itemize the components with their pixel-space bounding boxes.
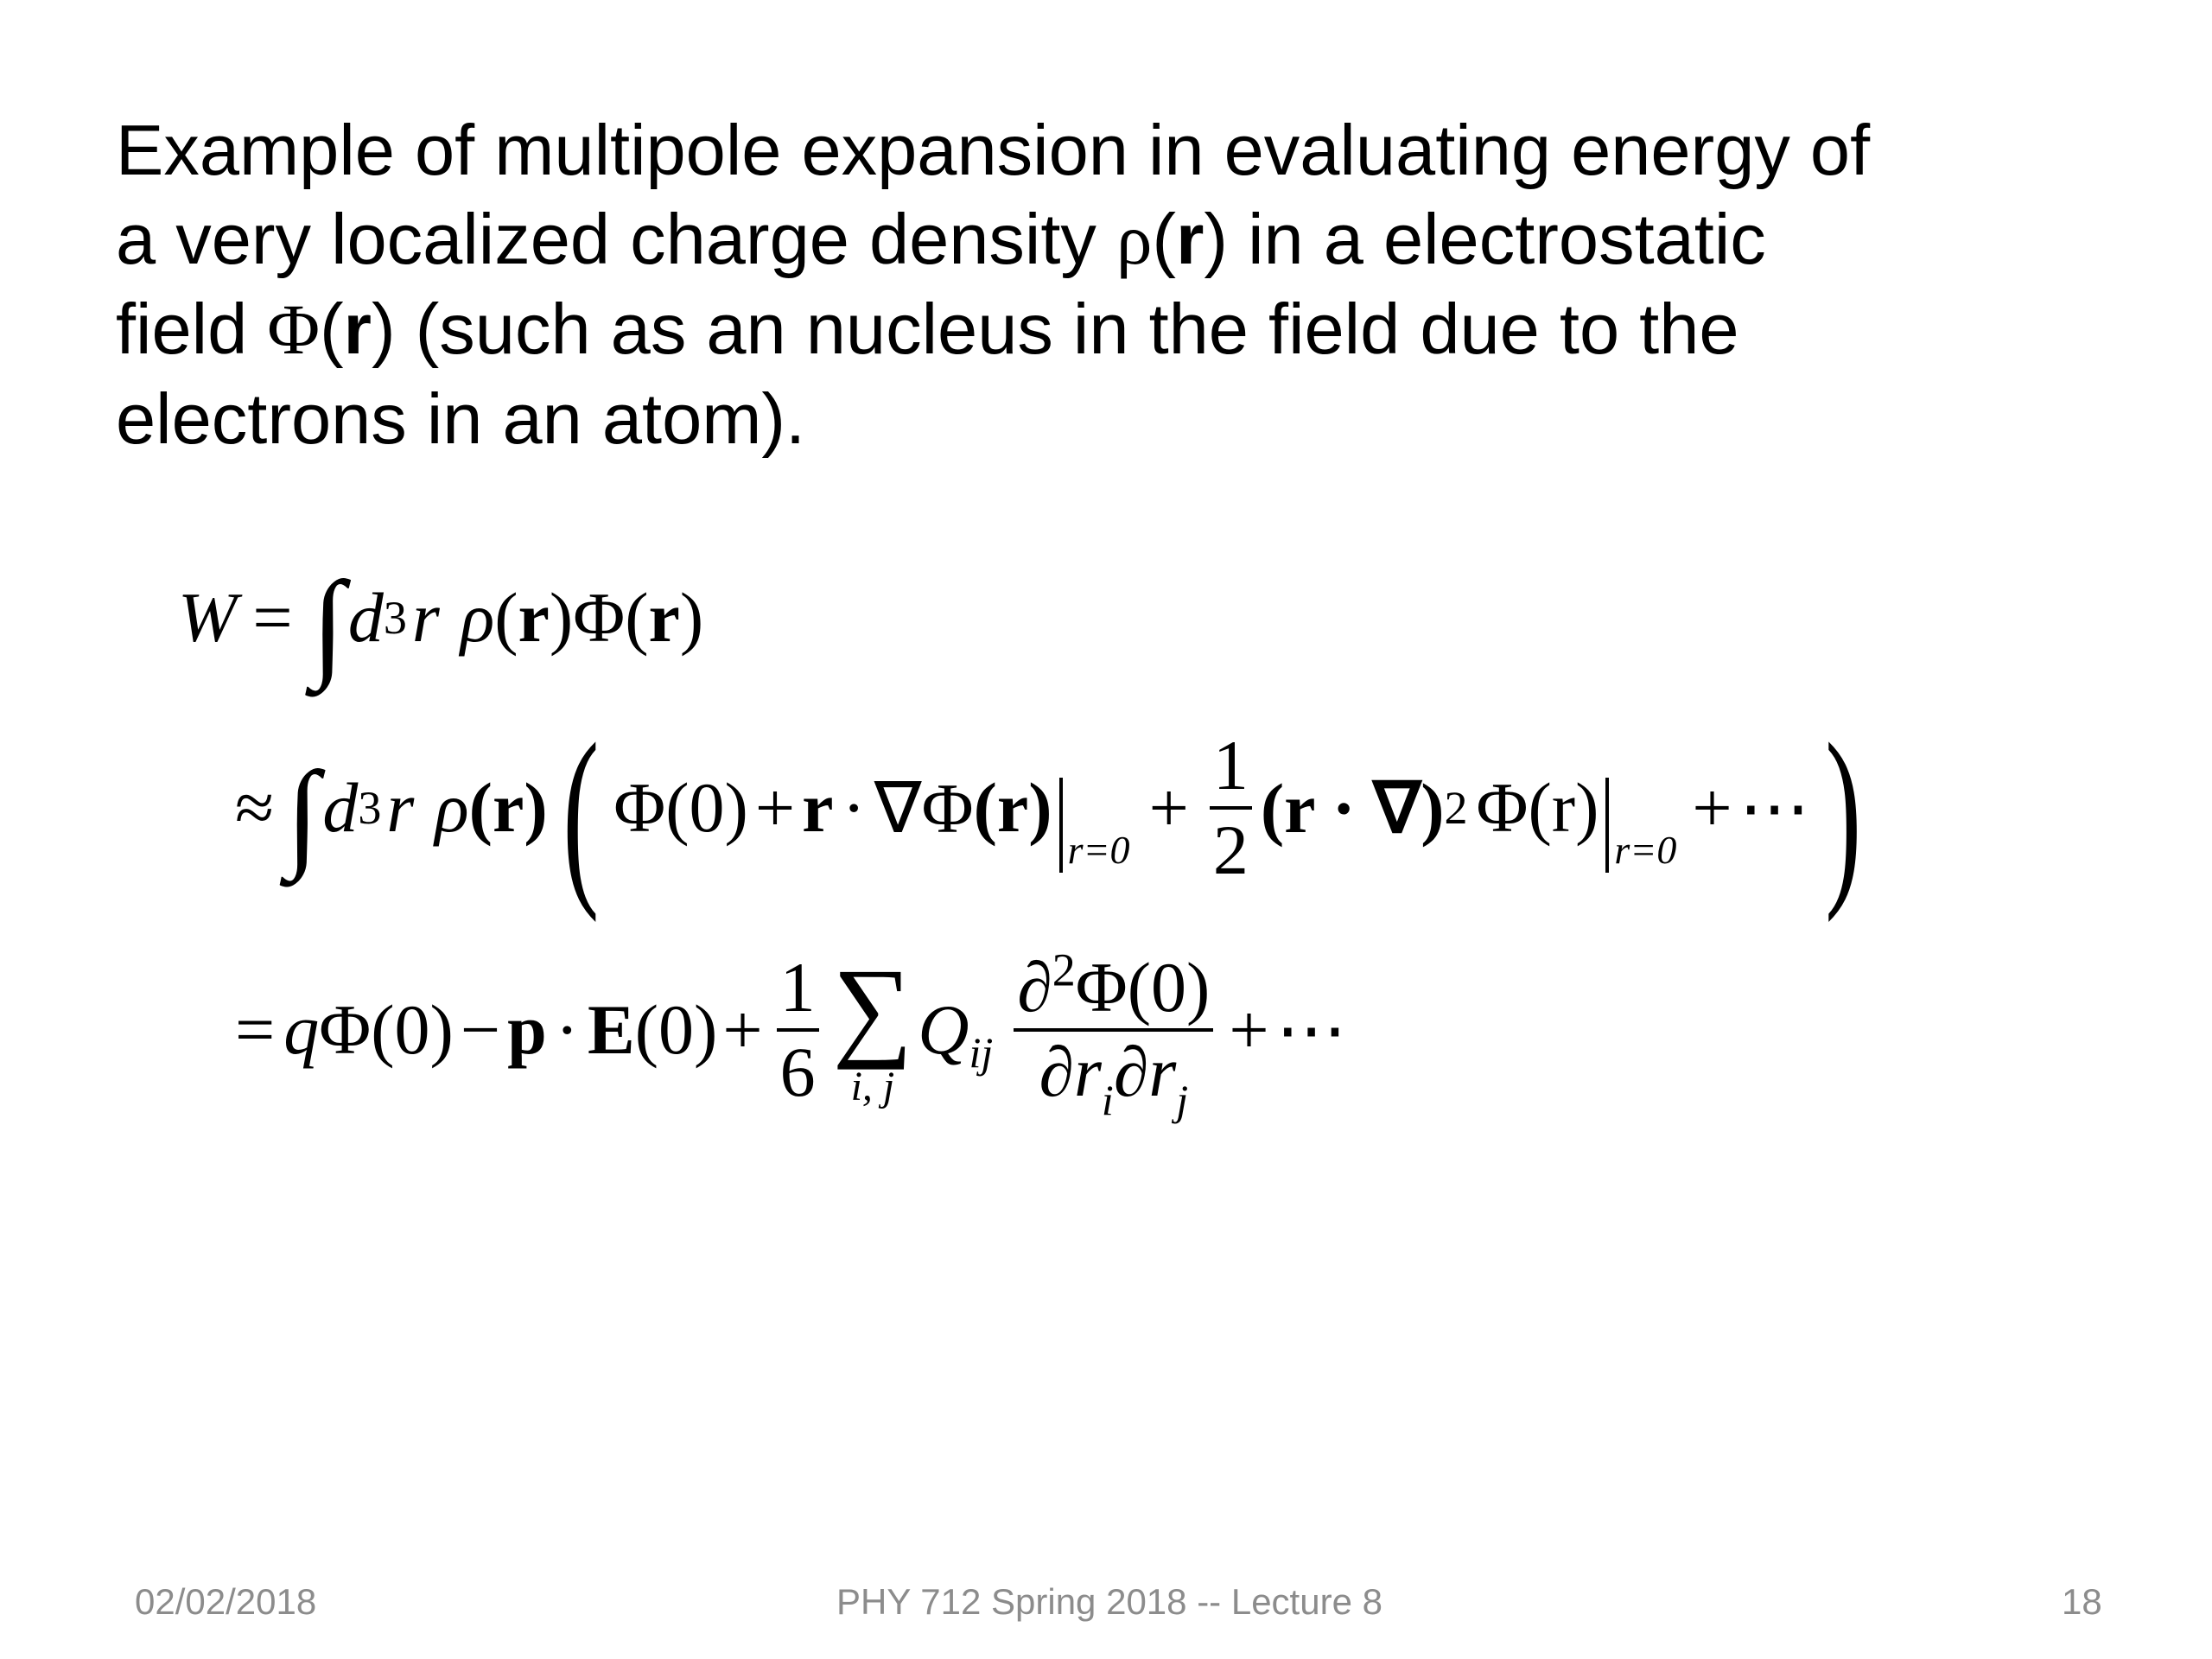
- charge-q: q: [283, 990, 320, 1070]
- dot-operator: ·: [555, 990, 579, 1070]
- plus-sign: +: [754, 768, 796, 847]
- phi-of-r: Φ(r): [1476, 768, 1599, 847]
- intro-line-4: electrons in an atom).: [116, 378, 806, 459]
- integral-sign: ∫: [311, 557, 345, 691]
- fraction-denominator: [1035, 1033, 1192, 1125]
- equals-sign: =: [252, 578, 293, 657]
- fraction-denominator: 2: [1212, 810, 1249, 889]
- intro-text: ) (such as an nucleus in the field due to the: [371, 289, 1739, 369]
- index-j: j: [1176, 1076, 1189, 1125]
- plus-sign: +: [722, 990, 763, 1070]
- paren-open: (: [1152, 199, 1177, 279]
- equation-line-1: W = ∫ d 3 r ρ ( r ) Φ ( r ): [178, 557, 704, 691]
- sigma-sign: ∑: [832, 946, 913, 1071]
- phi-at-origin: Φ(0): [319, 990, 454, 1070]
- paren-close: ): [679, 578, 704, 657]
- fraction-bar: [1014, 1028, 1213, 1032]
- r-variable: r: [386, 768, 415, 847]
- evaluation-bar: [1605, 778, 1609, 873]
- phi-symbol: Φ: [573, 578, 626, 657]
- equation-line-2: ≈ ∫ d 3 r ρ (r) ( Φ(0) + r · ∇Φ (r) r=0 + $\frac{1}{2}$ (r · ∇) 2 Φ(r) r=0 + ⋯ ): [235, 702, 1861, 923]
- partial-r: ∂r: [1113, 1033, 1177, 1112]
- position-vector: r: [343, 289, 372, 369]
- fraction-numerator: 1: [1212, 725, 1249, 804]
- ellipsis: ⋯: [1275, 990, 1347, 1070]
- phi-symbol: Φ: [267, 289, 320, 369]
- paren-open: (: [625, 578, 649, 657]
- summation-limits: i, j: [850, 1064, 895, 1110]
- position-vector: r: [648, 578, 680, 657]
- intro-text: field: [116, 289, 268, 369]
- dot-operator: ·: [842, 768, 866, 847]
- intro-text: a very localized charge density: [116, 199, 1116, 279]
- equation-line-3: [235, 944, 1347, 1125]
- second-derivative-fraction: [1014, 944, 1213, 1125]
- field-argument: (0): [634, 990, 718, 1070]
- electric-field: E: [587, 990, 635, 1070]
- dipole-moment: p: [507, 990, 547, 1070]
- intro-paragraph: [116, 105, 2103, 463]
- fraction-one-half: [1210, 725, 1252, 889]
- square-exponent: 2: [1052, 944, 1076, 996]
- big-paren-close: ): [1824, 702, 1861, 923]
- partial-symbol: ∂: [1017, 948, 1052, 1027]
- gradient-phi: ∇Φ: [874, 768, 974, 848]
- footer-course-title: PHY 712 Spring 2018 -- Lecture 8: [836, 1581, 1382, 1622]
- big-paren-open: (: [562, 702, 600, 923]
- plus-sign: +: [1148, 768, 1189, 847]
- paren-close: ): [549, 578, 574, 657]
- integral-sign: ∫: [286, 747, 320, 881]
- tensor-indices: ij: [969, 1028, 994, 1077]
- paren-open: (: [320, 289, 344, 369]
- evaluation-bar: [1059, 778, 1063, 873]
- position-vector: r: [518, 578, 550, 657]
- summation: [832, 946, 913, 1110]
- r-dot-gradient: (r · ∇): [1260, 768, 1445, 848]
- rho-symbol: ρ: [460, 578, 495, 657]
- fraction-denominator: 6: [779, 1033, 816, 1112]
- phi-at-origin: Φ(0): [613, 768, 748, 847]
- rho-argument: (r): [468, 768, 548, 847]
- footer-date: 02/02/2018: [135, 1581, 317, 1622]
- paren-open: (: [494, 578, 518, 657]
- fraction-numerator: 1: [779, 948, 816, 1027]
- fraction-bar: [777, 1028, 819, 1032]
- approx-sign: ≈: [235, 768, 275, 847]
- energy-symbol: W: [178, 578, 238, 657]
- partial-r: ∂r: [1039, 1033, 1102, 1112]
- equals-sign: =: [235, 990, 276, 1070]
- position-vector: r: [1176, 199, 1205, 279]
- evaluation-point: r=0: [1614, 827, 1677, 872]
- intro-text: ) in a electrostatic: [1204, 199, 1766, 279]
- footer-page-number: 18: [2062, 1581, 2102, 1622]
- differential-d: d: [347, 578, 384, 657]
- fraction-one-sixth: [777, 948, 819, 1112]
- rho-symbol: ρ: [435, 768, 469, 847]
- minus-sign: −: [460, 990, 501, 1070]
- rho-symbol: ρ: [1116, 200, 1153, 279]
- differential-d: d: [322, 768, 359, 847]
- r-variable: r: [411, 578, 440, 657]
- intro-line-1: Example of multipole expansion in evaluating energy of: [116, 110, 1871, 190]
- plus-sign: +: [1229, 990, 1269, 1070]
- intro-line-2: [116, 194, 2103, 284]
- quadrupole-tensor: Q: [918, 990, 969, 1070]
- position-vector: r: [802, 768, 834, 847]
- evaluation-point: r=0: [1067, 827, 1130, 872]
- plus-sign: +: [1692, 768, 1732, 847]
- phi-at-origin: Φ(0): [1075, 948, 1211, 1027]
- ellipsis: ⋯: [1738, 768, 1810, 848]
- fraction-bar: [1210, 806, 1252, 810]
- fraction-numerator: [1014, 944, 1213, 1027]
- intro-line-3: [116, 284, 2103, 374]
- index-i: i: [1101, 1076, 1114, 1125]
- gradient-argument: (r): [973, 768, 1052, 847]
